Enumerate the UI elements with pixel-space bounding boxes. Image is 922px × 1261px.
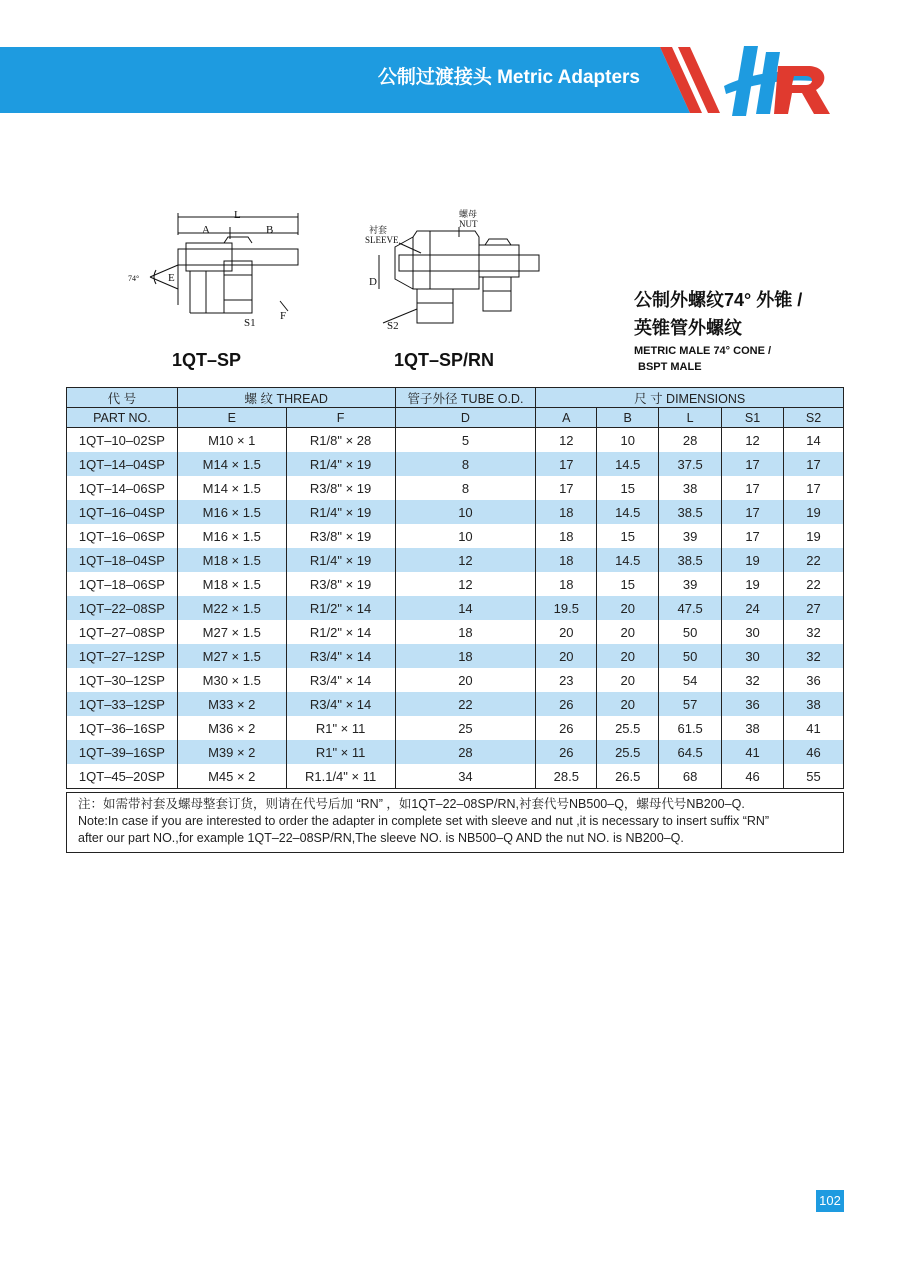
section-heading-line1: 公制外螺纹74° 外锥 /: [634, 290, 803, 310]
table-cell: 20: [536, 644, 597, 668]
label-nut-cn: 螺母: [459, 209, 478, 219]
header-B: B: [597, 408, 659, 428]
table-cell: M18 × 1.5: [177, 572, 286, 596]
table-cell: 20: [597, 644, 659, 668]
table-cell: 10: [395, 500, 536, 524]
table-cell: 12: [395, 548, 536, 572]
note-line-en-2: after our part NO.,for example 1QT–22–08SP/RN,The sleeve NO. is NB500–Q AND the nut NO. is NB200–Q.: [78, 831, 684, 845]
table-cell: 46: [784, 740, 844, 764]
header-D: D: [395, 408, 536, 428]
table-cell: 47.5: [659, 596, 722, 620]
table-cell: 18: [536, 500, 597, 524]
section-subheading: [634, 343, 771, 375]
cell-part-no: 1QT–45–20SP: [67, 764, 178, 789]
table-cell: M27 × 1.5: [177, 620, 286, 644]
diagram-1qt-sp-rn: [355, 205, 555, 335]
label-angle: 74°: [128, 274, 140, 283]
cell-part-no: 1QT–16–04SP: [67, 500, 178, 524]
table-cell: 12: [536, 428, 597, 453]
header-dimensions: 尺 寸 DIMENSIONS: [536, 388, 844, 408]
section-heading-line2: 英锥管外螺纹: [634, 318, 742, 338]
table-cell: R3/8" × 19: [286, 476, 395, 500]
table-cell: 34: [395, 764, 536, 789]
header-F: F: [286, 408, 395, 428]
table-header-row-2: [67, 408, 844, 428]
table-cell: 10: [597, 428, 659, 453]
table-cell: 61.5: [659, 716, 722, 740]
table-cell: 38: [659, 476, 722, 500]
header-S2: S2: [784, 408, 844, 428]
header-S1: S1: [722, 408, 784, 428]
table-cell: 5: [395, 428, 536, 453]
table-cell: 17: [722, 500, 784, 524]
cell-part-no: 1QT–14–06SP: [67, 476, 178, 500]
label-F: F: [280, 310, 287, 322]
table-cell: 14: [395, 596, 536, 620]
table-cell: 41: [722, 740, 784, 764]
table-cell: 12: [722, 428, 784, 453]
table-cell: 25: [395, 716, 536, 740]
table-cell: R1/4" × 19: [286, 500, 395, 524]
label-sleeve-en: SLEEVE: [365, 235, 399, 245]
table-cell: 17: [722, 476, 784, 500]
label-sleeve-cn: 衬套: [369, 225, 388, 235]
cell-part-no: 1QT–30–12SP: [67, 668, 178, 692]
table-cell: 17: [536, 476, 597, 500]
table-cell: 19: [722, 572, 784, 596]
table-row: [67, 668, 844, 692]
table-cell: 20: [597, 692, 659, 716]
section-heading: [634, 286, 802, 342]
header-L: L: [659, 408, 722, 428]
table-cell: 19: [722, 548, 784, 572]
page-number: 102: [816, 1190, 844, 1212]
table-cell: 22: [784, 548, 844, 572]
header-A: A: [536, 408, 597, 428]
table-cell: 22: [395, 692, 536, 716]
note-line-cn: 注：如需带衬套及螺母整套订货，则请在代号后加 “RN” ，如1QT–22–08SP/RN,衬套代号NB500–Q，螺母代号NB200–Q.: [78, 797, 745, 811]
order-note: [66, 792, 844, 853]
table-cell: 26.5: [597, 764, 659, 789]
table-cell: M33 × 2: [177, 692, 286, 716]
section-subheading-line2: BSPT MALE: [638, 361, 702, 373]
table-cell: 20: [395, 668, 536, 692]
table-cell: 20: [597, 620, 659, 644]
table-cell: 38: [784, 692, 844, 716]
table-cell: 38.5: [659, 548, 722, 572]
table-cell: R1/4" × 19: [286, 548, 395, 572]
table-cell: 32: [722, 668, 784, 692]
table-cell: 19: [784, 524, 844, 548]
table-cell: 12: [395, 572, 536, 596]
table-cell: M22 × 1.5: [177, 596, 286, 620]
table-cell: 25.5: [597, 740, 659, 764]
company-logo: [722, 38, 842, 124]
table-row: [67, 740, 844, 764]
table-cell: 23: [536, 668, 597, 692]
table-row: [67, 476, 844, 500]
table-cell: 50: [659, 644, 722, 668]
table-cell: 64.5: [659, 740, 722, 764]
header-part: 代 号: [67, 388, 178, 408]
table-cell: 19.5: [536, 596, 597, 620]
table-cell: 55: [784, 764, 844, 789]
cell-part-no: 1QT–27–12SP: [67, 644, 178, 668]
table-cell: 26: [536, 740, 597, 764]
table-row: [67, 620, 844, 644]
table-cell: 17: [536, 452, 597, 476]
table-cell: 38: [722, 716, 784, 740]
table-cell: 30: [722, 620, 784, 644]
table-row: [67, 572, 844, 596]
table-cell: R3/8" × 19: [286, 524, 395, 548]
table-cell: 14.5: [597, 452, 659, 476]
table-cell: 8: [395, 452, 536, 476]
table-cell: M14 × 1.5: [177, 476, 286, 500]
table-cell: R1" × 11: [286, 716, 395, 740]
table-cell: 39: [659, 524, 722, 548]
label-S2: S2: [387, 320, 399, 332]
header-E: E: [177, 408, 286, 428]
cell-part-no: 1QT–18–04SP: [67, 548, 178, 572]
table-cell: 15: [597, 476, 659, 500]
page-title: 公制过渡接头 Metric Adapters: [377, 67, 640, 88]
table-cell: 41: [784, 716, 844, 740]
header-part-no: PART NO.: [67, 408, 178, 428]
table-cell: 32: [784, 620, 844, 644]
caption-1qt-sp: 1QT–SP: [172, 350, 242, 370]
table-cell: R1.1/4" × 11: [286, 764, 395, 789]
table-cell: M18 × 1.5: [177, 548, 286, 572]
table-row: [67, 548, 844, 572]
table-cell: 36: [722, 692, 784, 716]
table-cell: M39 × 2: [177, 740, 286, 764]
table-cell: 18: [395, 644, 536, 668]
table-cell: 50: [659, 620, 722, 644]
table-row: [67, 452, 844, 476]
table-cell: R1/4" × 19: [286, 452, 395, 476]
table-cell: 18: [395, 620, 536, 644]
table-cell: 25.5: [597, 716, 659, 740]
table-cell: M16 × 1.5: [177, 524, 286, 548]
table-cell: 10: [395, 524, 536, 548]
table-row: [67, 428, 844, 453]
table-cell: M45 × 2: [177, 764, 286, 789]
table-cell: M27 × 1.5: [177, 644, 286, 668]
label-nut-en: NUT: [459, 219, 478, 229]
header-tube: 管子外径 TUBE O.D.: [395, 388, 536, 408]
caption-1qt-sp-rn: 1QT–SP/RN: [394, 350, 495, 370]
table-row: [67, 644, 844, 668]
table-cell: 17: [784, 452, 844, 476]
table-cell: 20: [597, 668, 659, 692]
table-cell: M30 × 1.5: [177, 668, 286, 692]
table-cell: R3/4" × 14: [286, 692, 395, 716]
table-row: [67, 500, 844, 524]
table-cell: 15: [597, 572, 659, 596]
table-cell: 27: [784, 596, 844, 620]
table-cell: 19: [784, 500, 844, 524]
table-cell: R1/8" × 28: [286, 428, 395, 453]
header-thread: 螺 纹 THREAD: [177, 388, 395, 408]
label-S1: S1: [244, 317, 256, 329]
table-row: [67, 524, 844, 548]
table-row: [67, 764, 844, 789]
table-cell: 20: [597, 596, 659, 620]
cell-part-no: 1QT–16–06SP: [67, 524, 178, 548]
table-cell: 32: [784, 644, 844, 668]
table-row: [67, 692, 844, 716]
table-cell: 24: [722, 596, 784, 620]
table-cell: R3/4" × 14: [286, 668, 395, 692]
cell-part-no: 1QT–18–06SP: [67, 572, 178, 596]
label-D: D: [369, 276, 377, 288]
label-E: E: [168, 272, 175, 284]
table-cell: R3/4" × 14: [286, 644, 395, 668]
table-cell: 26: [536, 716, 597, 740]
table-cell: 28: [659, 428, 722, 453]
table-cell: R3/8" × 19: [286, 572, 395, 596]
cell-part-no: 1QT–14–04SP: [67, 452, 178, 476]
table-cell: R1/2" × 14: [286, 596, 395, 620]
table-cell: 18: [536, 572, 597, 596]
table-cell: 30: [722, 644, 784, 668]
table-cell: 26: [536, 692, 597, 716]
table-cell: M16 × 1.5: [177, 500, 286, 524]
table-cell: 37.5: [659, 452, 722, 476]
label-L: L: [234, 209, 241, 221]
cell-part-no: 1QT–36–16SP: [67, 716, 178, 740]
table-header-row-1: [67, 388, 844, 408]
table-cell: R1" × 11: [286, 740, 395, 764]
banner-stripes: [650, 47, 730, 113]
label-B: B: [266, 224, 274, 236]
table-cell: 28.5: [536, 764, 597, 789]
table-cell: 28: [395, 740, 536, 764]
note-line-en-1: Note:In case if you are interested to order the adapter in complete set with sleeve and nut ,it is necessary to insert suffix “RN”: [78, 814, 770, 828]
cell-part-no: 1QT–27–08SP: [67, 620, 178, 644]
table-cell: 39: [659, 572, 722, 596]
table-cell: 20: [536, 620, 597, 644]
table-cell: 18: [536, 548, 597, 572]
table-cell: 22: [784, 572, 844, 596]
table-row: [67, 596, 844, 620]
cell-part-no: 1QT–39–16SP: [67, 740, 178, 764]
table-cell: 46: [722, 764, 784, 789]
section-subheading-line1: METRIC MALE 74° CONE /: [634, 345, 772, 357]
table-cell: 8: [395, 476, 536, 500]
table-cell: 54: [659, 668, 722, 692]
table-cell: R1/2" × 14: [286, 620, 395, 644]
table-cell: 14.5: [597, 500, 659, 524]
table-cell: M14 × 1.5: [177, 452, 286, 476]
table-cell: 68: [659, 764, 722, 789]
cell-part-no: 1QT–22–08SP: [67, 596, 178, 620]
table-cell: M10 × 1: [177, 428, 286, 453]
table-cell: 14: [784, 428, 844, 453]
cell-part-no: 1QT–33–12SP: [67, 692, 178, 716]
table-row: [67, 716, 844, 740]
diagram-1qt-sp: [120, 205, 320, 330]
table-cell: 17: [722, 524, 784, 548]
table-cell: M36 × 2: [177, 716, 286, 740]
table-cell: 17: [784, 476, 844, 500]
table-cell: 36: [784, 668, 844, 692]
table-cell: 38.5: [659, 500, 722, 524]
table-cell: 57: [659, 692, 722, 716]
table-cell: 17: [722, 452, 784, 476]
cell-part-no: 1QT–10–02SP: [67, 428, 178, 453]
spec-table: [66, 387, 844, 789]
table-cell: 14.5: [597, 548, 659, 572]
table-cell: 18: [536, 524, 597, 548]
label-A: A: [202, 224, 210, 236]
table-cell: 15: [597, 524, 659, 548]
